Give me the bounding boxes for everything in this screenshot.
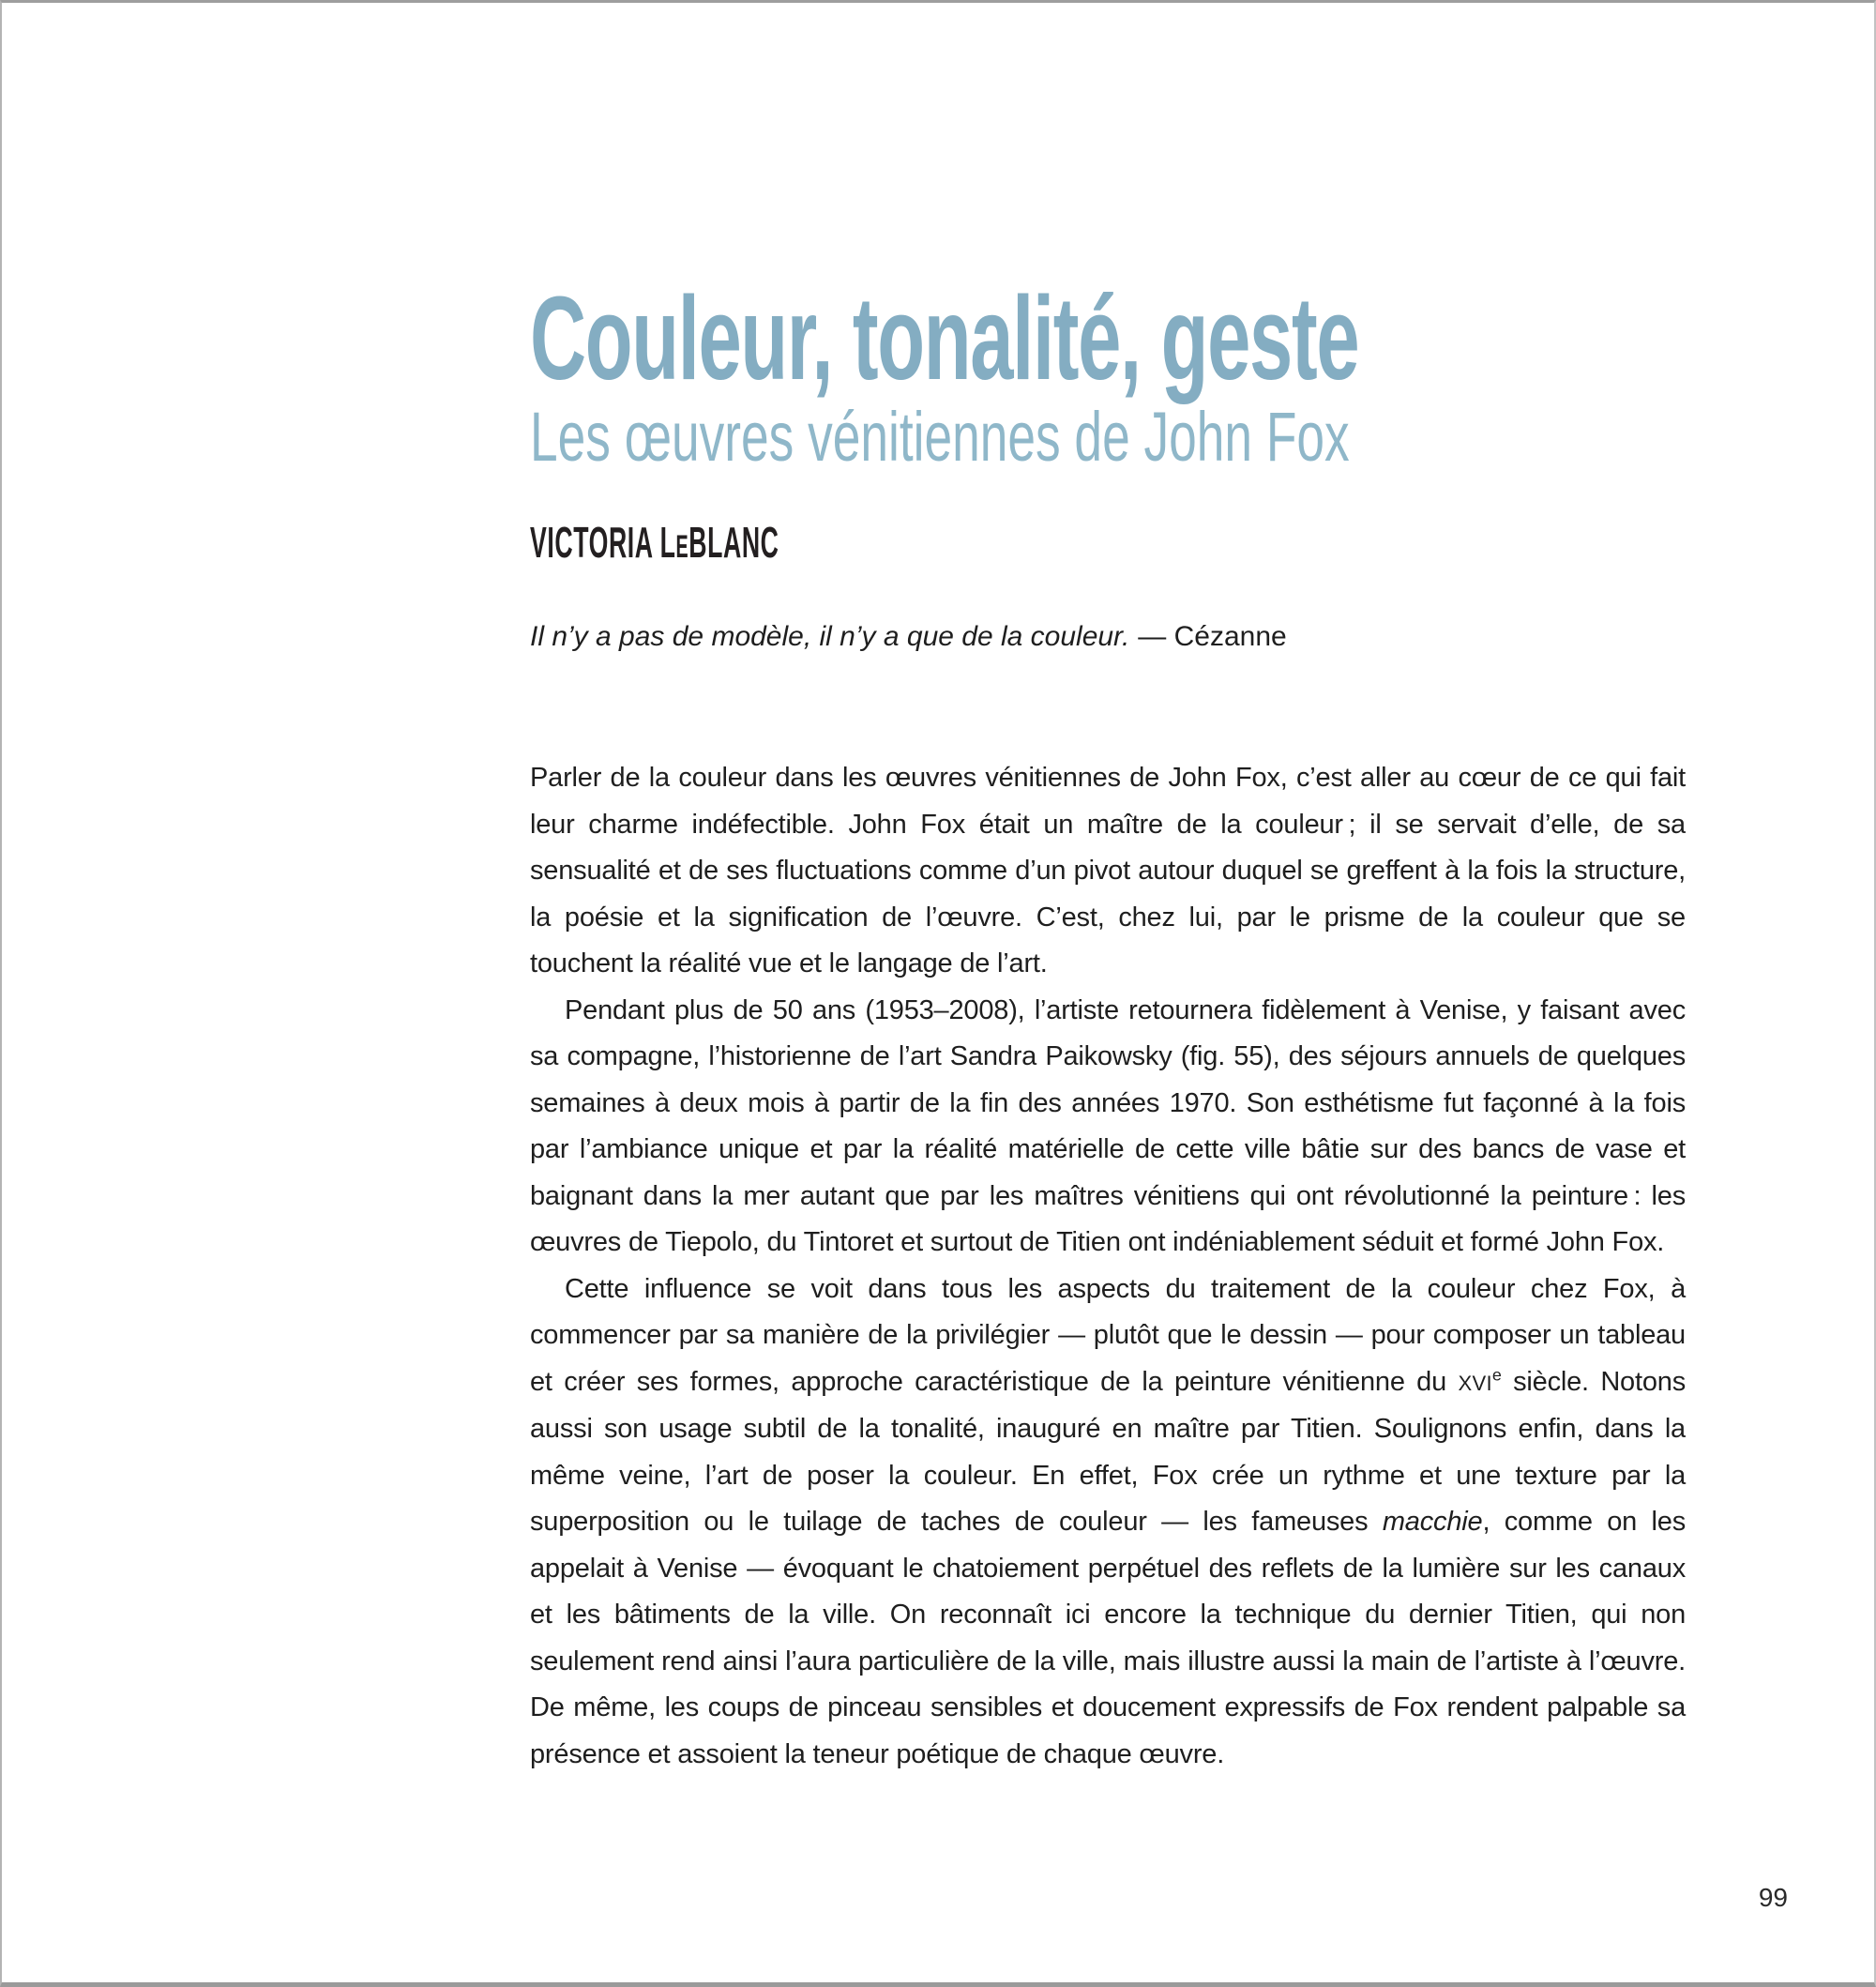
page-subtitle-text: Les œuvres vénitiennes de John Fox [530,398,1350,476]
epigraph-quote: Il n’y a pas de modèle, il n’y a que de la couleur. [530,621,1130,652]
body-text [530,755,1686,1778]
text-segment: , comme on les appelait à Venise — évoquant le chatoiement perpétuel des reflets de la lumière sur les canaux et les bâtiments de la ville. On reconnaît ici encore la technique du dernier Titien, qui non seulement rend ainsi l’aura particulière de la ville, mais illustre aussi la main de l’artiste à l’œuvre. De même, les coups de pinceau sensibles et doucement expressifs de Fox rendent palpable sa présence et assoient la teneur poétique de chaque œuvre. [530,1507,1686,1769]
text-segment-sup: e [1491,1364,1502,1384]
author-name-smallcap: E [675,529,689,565]
paragraph [530,755,1686,988]
text-segment: siècle. Notons aussi son usage subtil de la tonalité, inauguré en maître par Titien. Soulignons enfin, dans la même veine, l’art de poser la couleur. En effet, Fox crée un rythme et une texture par la superposition ou le tuilage de taches de couleur — les fameuses [530,1366,1687,1537]
author-name-post: BLANC [688,518,779,567]
author-name-text [530,518,779,568]
page-title [530,271,1785,407]
text-segment-smallcaps: XVI [1458,1371,1492,1395]
text-segment: Pendant plus de 50 ans (1953–2008), l’artiste retournera fidèlement à Venise, y faisant avec sa compagne, l’historienne de l’art Sandra Paikowsky (fig. 55), des séjours annuels de quelques semaines à deux mois à partir de la fin des années 1970. Son esthétisme fut façonné à la fois par l’ambiance unique et par la réalité matérielle de cette ville bâtie sur des bancs de vase et baignant dans la mer autant que par les maîtres vénitiens qui ont révolutionné la peinture : les œuvres de Tiepolo, du Tintoret et surtout de Titien ont indéniablement séduit et formé John Fox. [530,994,1686,1257]
page-subtitle [530,397,1668,477]
text-segment-italic: macchie [1382,1507,1483,1537]
author-name-pre: VICTORIA L [530,518,676,567]
epigraph-attribution: — Cézanne [1138,621,1287,652]
author-name [530,518,960,568]
page-number: 99 [1758,1883,1788,1912]
paragraph [530,988,1686,1267]
paragraph [530,1267,1686,1779]
page-title-text: Couleur, tonalité, geste [530,272,1359,404]
text-segment: Parler de la couleur dans les œuvres vénitiennes de John Fox, c’est aller au cœur de ce qui fait leur charme indéfectible. John Fox était un maître de la couleur ; il se servait d’elle, de sa sensualité et de ses fluctuations comme d’un pivot autour duquel se greffent à la fois la structure, la poésie et la signification de l’œuvre. C’est, chez lui, par le prisme de la couleur que se touchent la réalité vue et le langage de l’art. [530,763,1686,978]
text-segment: Cette influence se voit dans tous les aspects du traitement de la couleur chez Fox, à commencer par sa manière de la privilégier — plutôt que le dessin — pour composer un tableau et créer ses formes, approche caractéristique de la peinture vénitienne du [530,1273,1686,1397]
epigraph [530,618,1686,655]
